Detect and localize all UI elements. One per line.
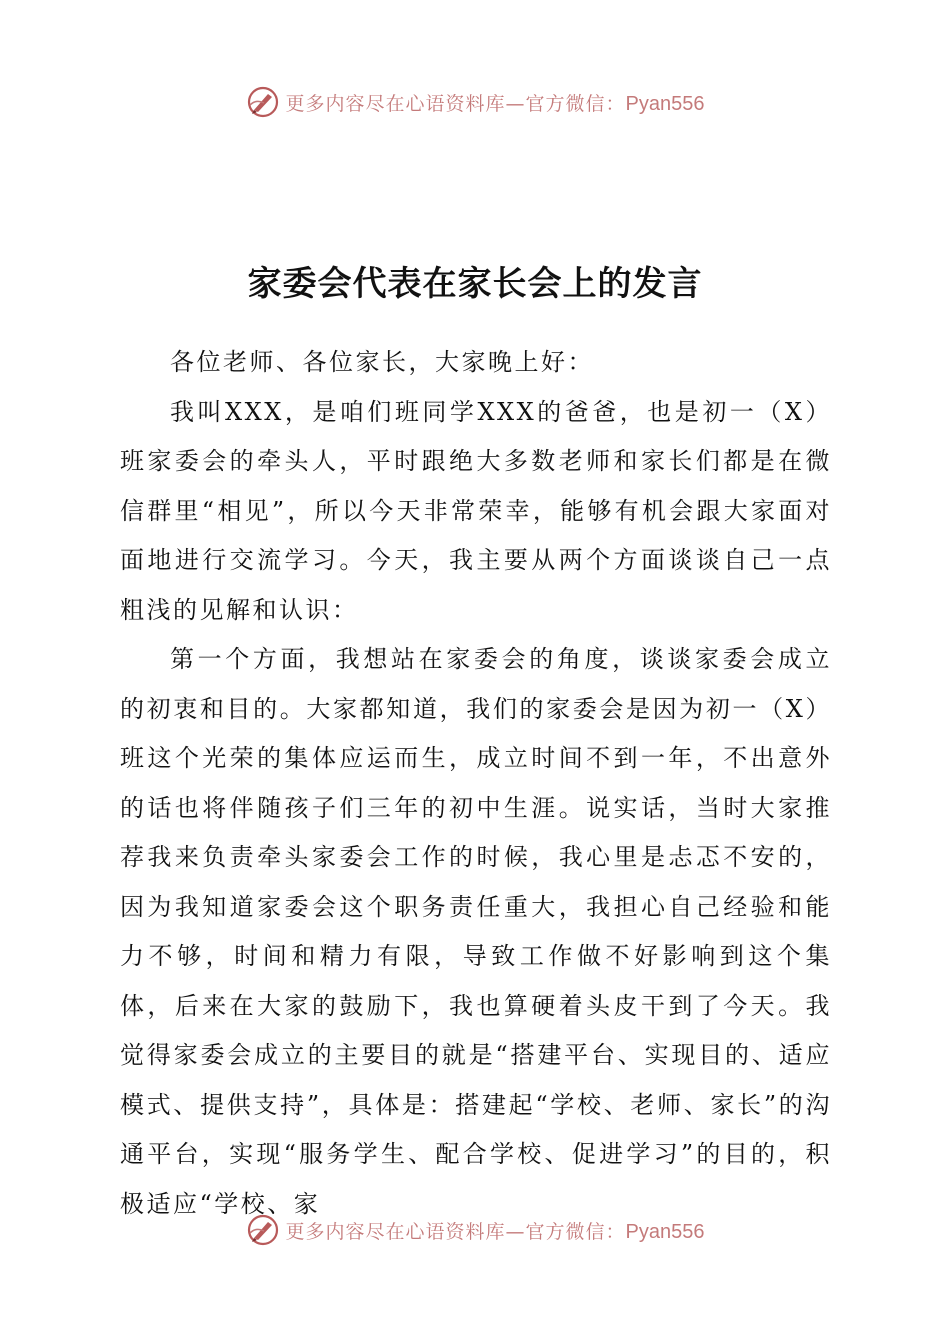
watermark-handle: Pyan556 xyxy=(625,1220,705,1243)
document-body xyxy=(120,338,832,1229)
paragraph: 我叫XXX，是咱们班同学XXX的爸爸，也是初一（X）班家委会的牵头人，平时跟绝大多数老师和家长们都是在微信群里“相见”，所以今天非常荣幸，能够有机会跟大家面对面地进行交流学习。今天，我主要从两个方面谈谈自己一点粗浅的见解和认识： xyxy=(120,397,832,624)
header-watermark xyxy=(0,82,950,122)
watermark-text: 更多内容尽在心语资料库—官方微信：Pyan556 xyxy=(285,1220,705,1243)
pen-circle-logo-icon xyxy=(246,85,280,119)
document-title: 家委会代表在家长会上的发言 xyxy=(247,264,703,304)
paragraph: 各位老师、各位家长，大家晚上好： xyxy=(170,348,594,376)
watermark-text: 更多内容尽在心语资料库—官方微信：Pyan556 xyxy=(285,92,705,115)
watermark-handle: Pyan556 xyxy=(625,92,705,115)
footer-watermark xyxy=(0,1210,950,1250)
paragraph: 第一个方面，我想站在家委会的角度，谈谈家委会成立的初衷和目的。大家都知道，我们的家委会是因为初一（X）班这个光荣的集体应运而生，成立时间不到一年，不出意外的话也将伴随孩子们三年的初中生涯。说实话，当时大家推荐我来负责牵头家委会工作的时候，我心里是忐忑不安的，因为我知道家委会这个职务责任重大，我担心自己经验和能力不够，时间和精力有限，导致工作做不好影响到这个集体，后来在大家的鼓励下，我也算硬着头皮干到了今天。我觉得家委会成立的主要目的就是“搭建平台、实现目的、适应模式、提供支持”，具体是：搭建起“学校、老师、家长”的沟通平台，实现“服务学生、配合学校、促进学习”的目的，积极适应“学校、家 xyxy=(120,645,832,1218)
pen-circle-logo-icon xyxy=(246,1213,280,1247)
